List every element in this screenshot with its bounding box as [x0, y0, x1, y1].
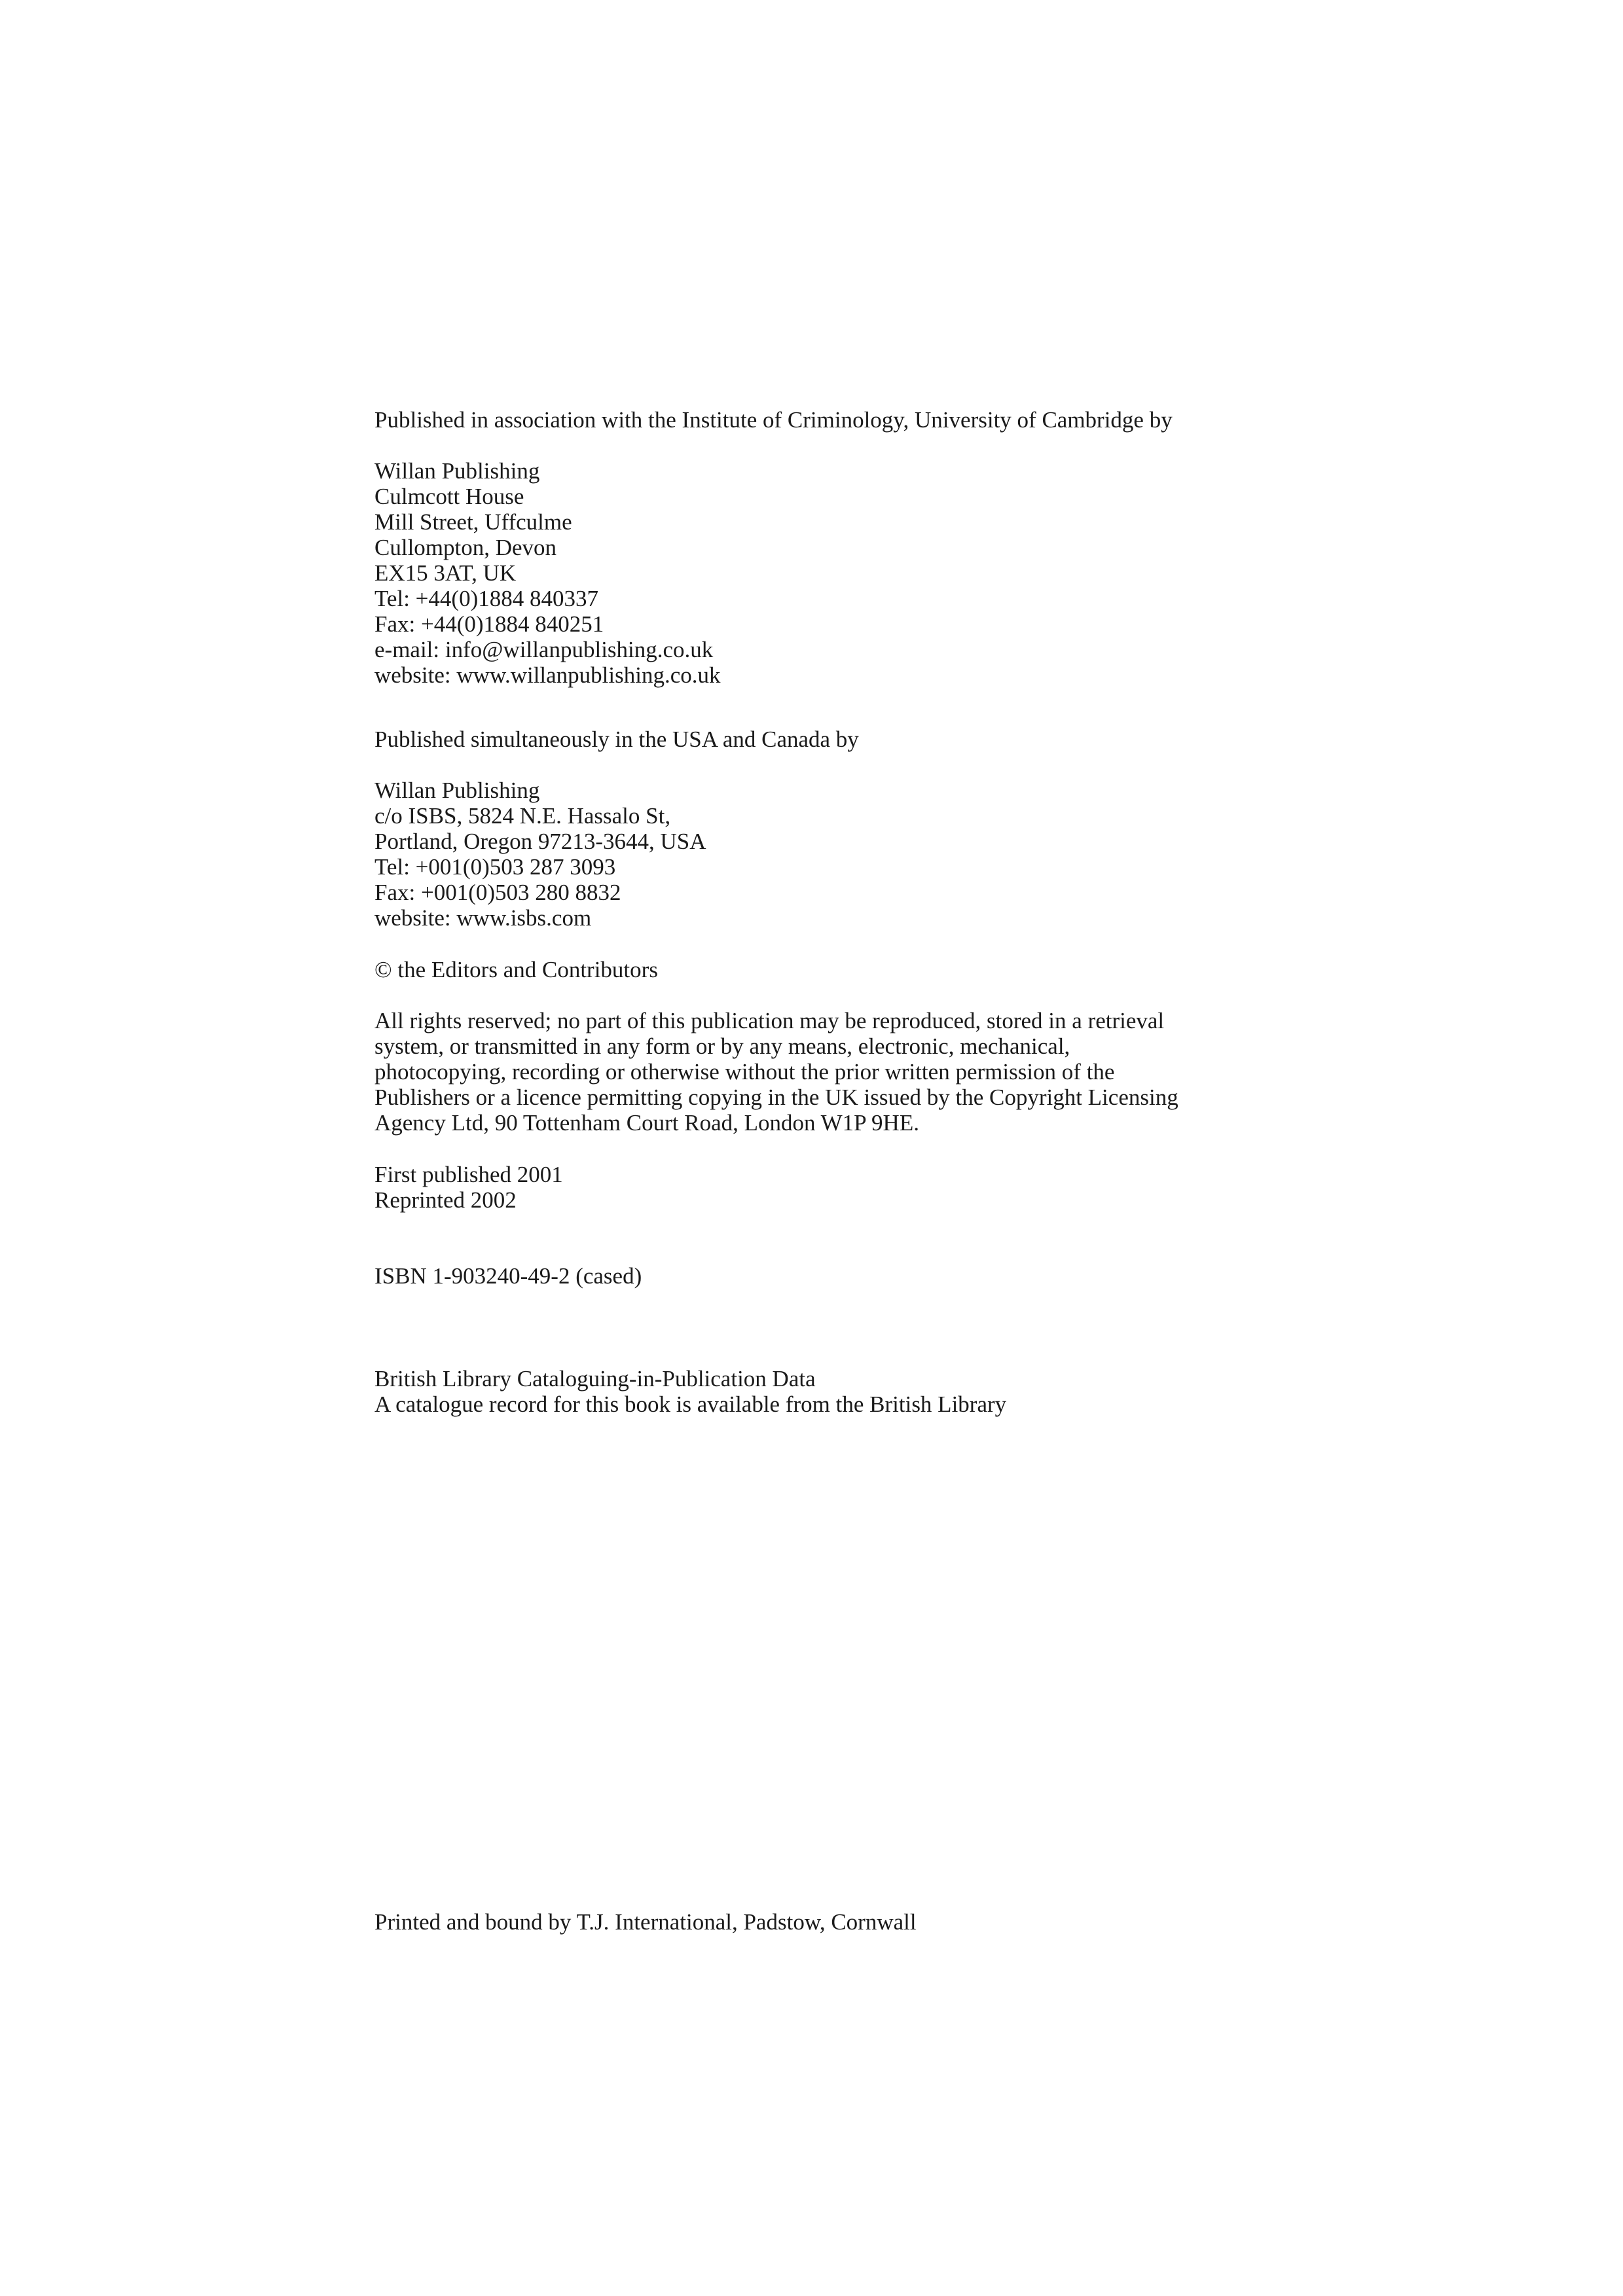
- us-publisher-address: [374, 778, 706, 931]
- uk-email: e-mail: info@willanpublishing.co.uk: [374, 637, 714, 662]
- reprinted: Reprinted 2002: [374, 1187, 517, 1213]
- us-address-line: c/o ISBS, 5824 N.E. Hassalo St,: [374, 803, 671, 829]
- isbn: ISBN 1-903240-49-2 (cased): [374, 1263, 642, 1289]
- uk-website: website: www.willanpublishing.co.uk: [374, 662, 721, 688]
- cataloguing-note: A catalogue record for this book is available from the British Library: [374, 1391, 1007, 1417]
- us-website: website: www.isbs.com: [374, 905, 592, 931]
- rights-line: photocopying, recording or otherwise without the prior written permission of the: [374, 1059, 1115, 1085]
- copyright-notice: © the Editors and Contributors: [374, 957, 658, 982]
- uk-address-line: Willan Publishing: [374, 458, 540, 484]
- uk-address-line: Culmcott House: [374, 484, 524, 509]
- rights-line: Agency Ltd, 90 Tottenham Court Road, London W1P 9HE.: [374, 1110, 919, 1136]
- first-published: First published 2001: [374, 1162, 563, 1187]
- cataloguing-heading: British Library Cataloguing-in-Publication Data: [374, 1366, 816, 1391]
- us-address-line: Portland, Oregon 97213-3644, USA: [374, 829, 706, 854]
- uk-address-line: Mill Street, Uffculme: [374, 509, 572, 535]
- us-publication-statement: Published simultaneously in the USA and Canada by: [374, 726, 859, 752]
- uk-fax: Fax: +44(0)1884 840251: [374, 611, 604, 637]
- uk-address-line: EX15 3AT, UK: [374, 560, 517, 586]
- uk-publisher-address: [374, 458, 721, 688]
- uk-telephone: Tel: +44(0)1884 840337: [374, 586, 598, 611]
- uk-address-line: Cullompton, Devon: [374, 535, 557, 560]
- us-address-line: Willan Publishing: [374, 778, 540, 803]
- rights-reserved-paragraph: [374, 1008, 1178, 1136]
- association-statement: Published in association with the Institute of Criminology, University of Cambridge by: [374, 407, 1173, 433]
- printer-statement: Printed and bound by T.J. International, Padstow, Cornwall: [374, 1909, 917, 1935]
- rights-line: system, or transmitted in any form or by any means, electronic, mechanical,: [374, 1033, 1070, 1059]
- cataloguing-data: [374, 1366, 1006, 1417]
- us-fax: Fax: +001(0)503 280 8832: [374, 880, 621, 905]
- rights-line: Publishers or a licence permitting copying in the UK issued by the Copyright Licensing: [374, 1085, 1178, 1110]
- publication-history: [374, 1162, 563, 1213]
- us-telephone: Tel: +001(0)503 287 3093: [374, 854, 616, 880]
- rights-line: All rights reserved; no part of this publication may be reproduced, stored in a retrieval: [374, 1008, 1165, 1033]
